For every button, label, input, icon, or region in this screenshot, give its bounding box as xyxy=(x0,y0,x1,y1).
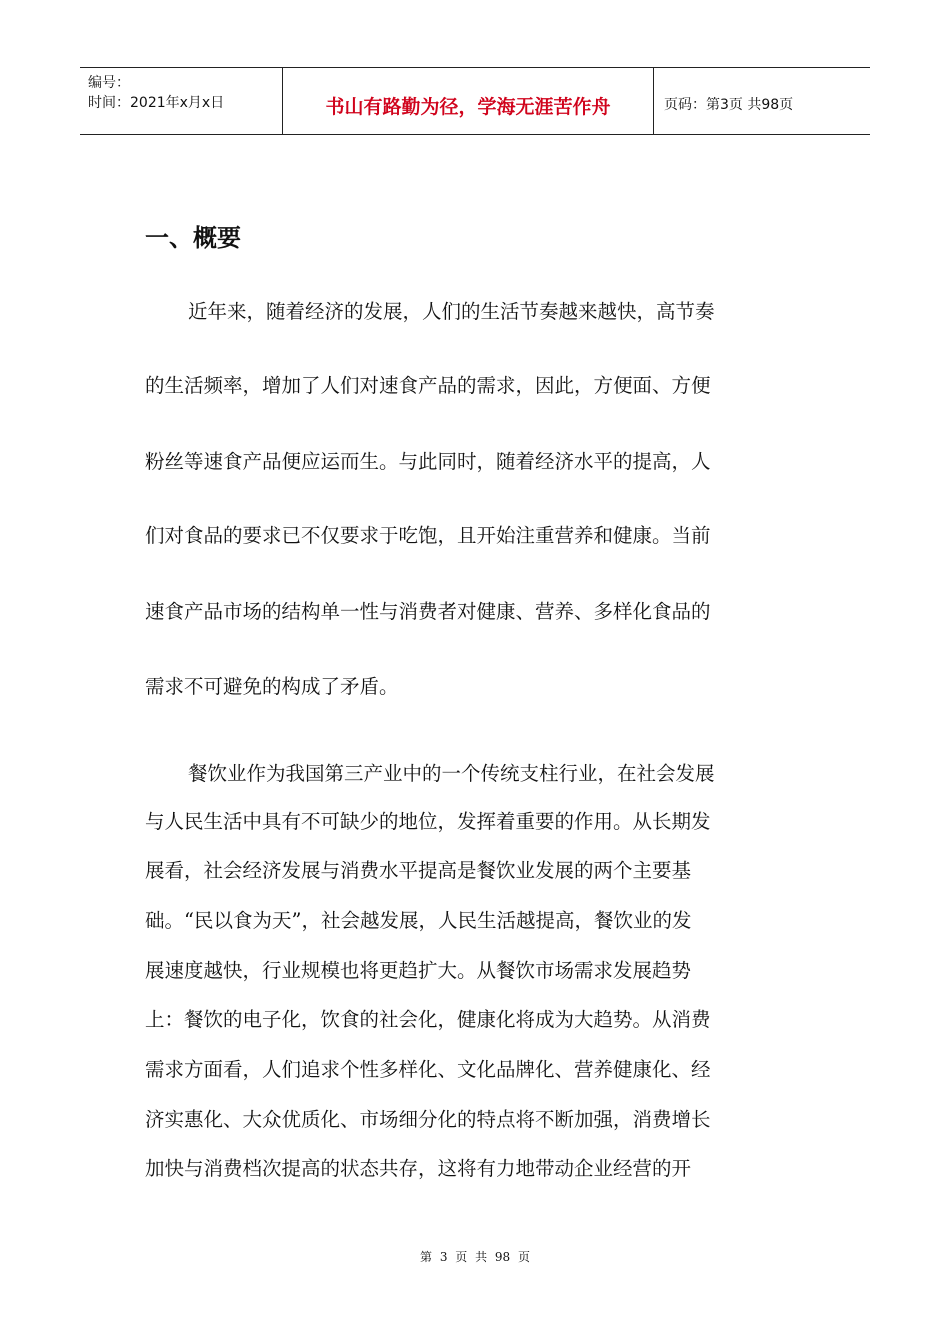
header-page-info: 页码：第3页 共98页 xyxy=(664,97,794,113)
paragraph-line: 与人民生活中具有不可缺少的地位，发挥着重要的作用。从长期发 xyxy=(145,810,711,833)
header-meta-cell xyxy=(80,68,282,134)
paragraph-line: 济实惠化、大众优质化、市场细分化的特点将不断加强，消费增长 xyxy=(145,1108,711,1131)
paragraph-line: 餐饮业作为我国第三产业中的一个传统支柱行业，在社会发展 xyxy=(188,762,715,785)
paragraph-line: 展看，社会经济发展与消费水平提高是餐饮业发展的两个主要基 xyxy=(145,859,692,882)
paragraph-line: 展速度越快，行业规模也将更趋扩大。从餐饮市场需求发展趋势 xyxy=(145,959,692,982)
document-header xyxy=(80,67,870,135)
header-motto-cell xyxy=(282,68,654,134)
paragraph-line: 近年来，随着经济的发展，人们的生活节奏越来越快，高节奏 xyxy=(188,300,715,323)
paragraph-line: 需求方面看，人们追求个性多样化、文化品牌化、营养健康化、经 xyxy=(145,1058,711,1081)
section-title: 一、概要 xyxy=(145,224,241,252)
page-footer: 第 3 页 共 98 页 xyxy=(420,1250,530,1264)
paragraph-line: 上：餐饮的电子化，饮食的社会化，健康化将成为大趋势。从消费 xyxy=(145,1008,711,1031)
paragraph-line: 础。“民以食为天”，社会越发展，人民生活越提高，餐饮业的发 xyxy=(145,909,692,932)
paragraph-line: 速食产品市场的结构单一性与消费者对健康、营养、多样化食品的 xyxy=(145,600,711,623)
paragraph-line: 粉丝等速食产品便应运而生。与此同时，随着经济水平的提高，人 xyxy=(145,450,711,473)
paragraph-line: 需求不可避免的构成了矛盾。 xyxy=(145,675,399,698)
paragraph-line: 们对食品的要求已不仅要求于吃饱，且开始注重营养和健康。当前 xyxy=(145,524,711,547)
document-number-label: 编号： xyxy=(88,75,130,91)
paragraph-line: 加快与消费档次提高的状态共存，这将有力地带动企业经营的开 xyxy=(145,1157,692,1180)
header-page-cell xyxy=(654,68,870,134)
document-time-label: 时间：2021年x月x日 xyxy=(88,95,225,111)
header-motto: 书山有路勤为径，学海无涯苦作舟 xyxy=(325,96,611,118)
paragraph-line: 的生活频率，增加了人们对速食产品的需求，因此，方便面、方便 xyxy=(145,374,711,397)
